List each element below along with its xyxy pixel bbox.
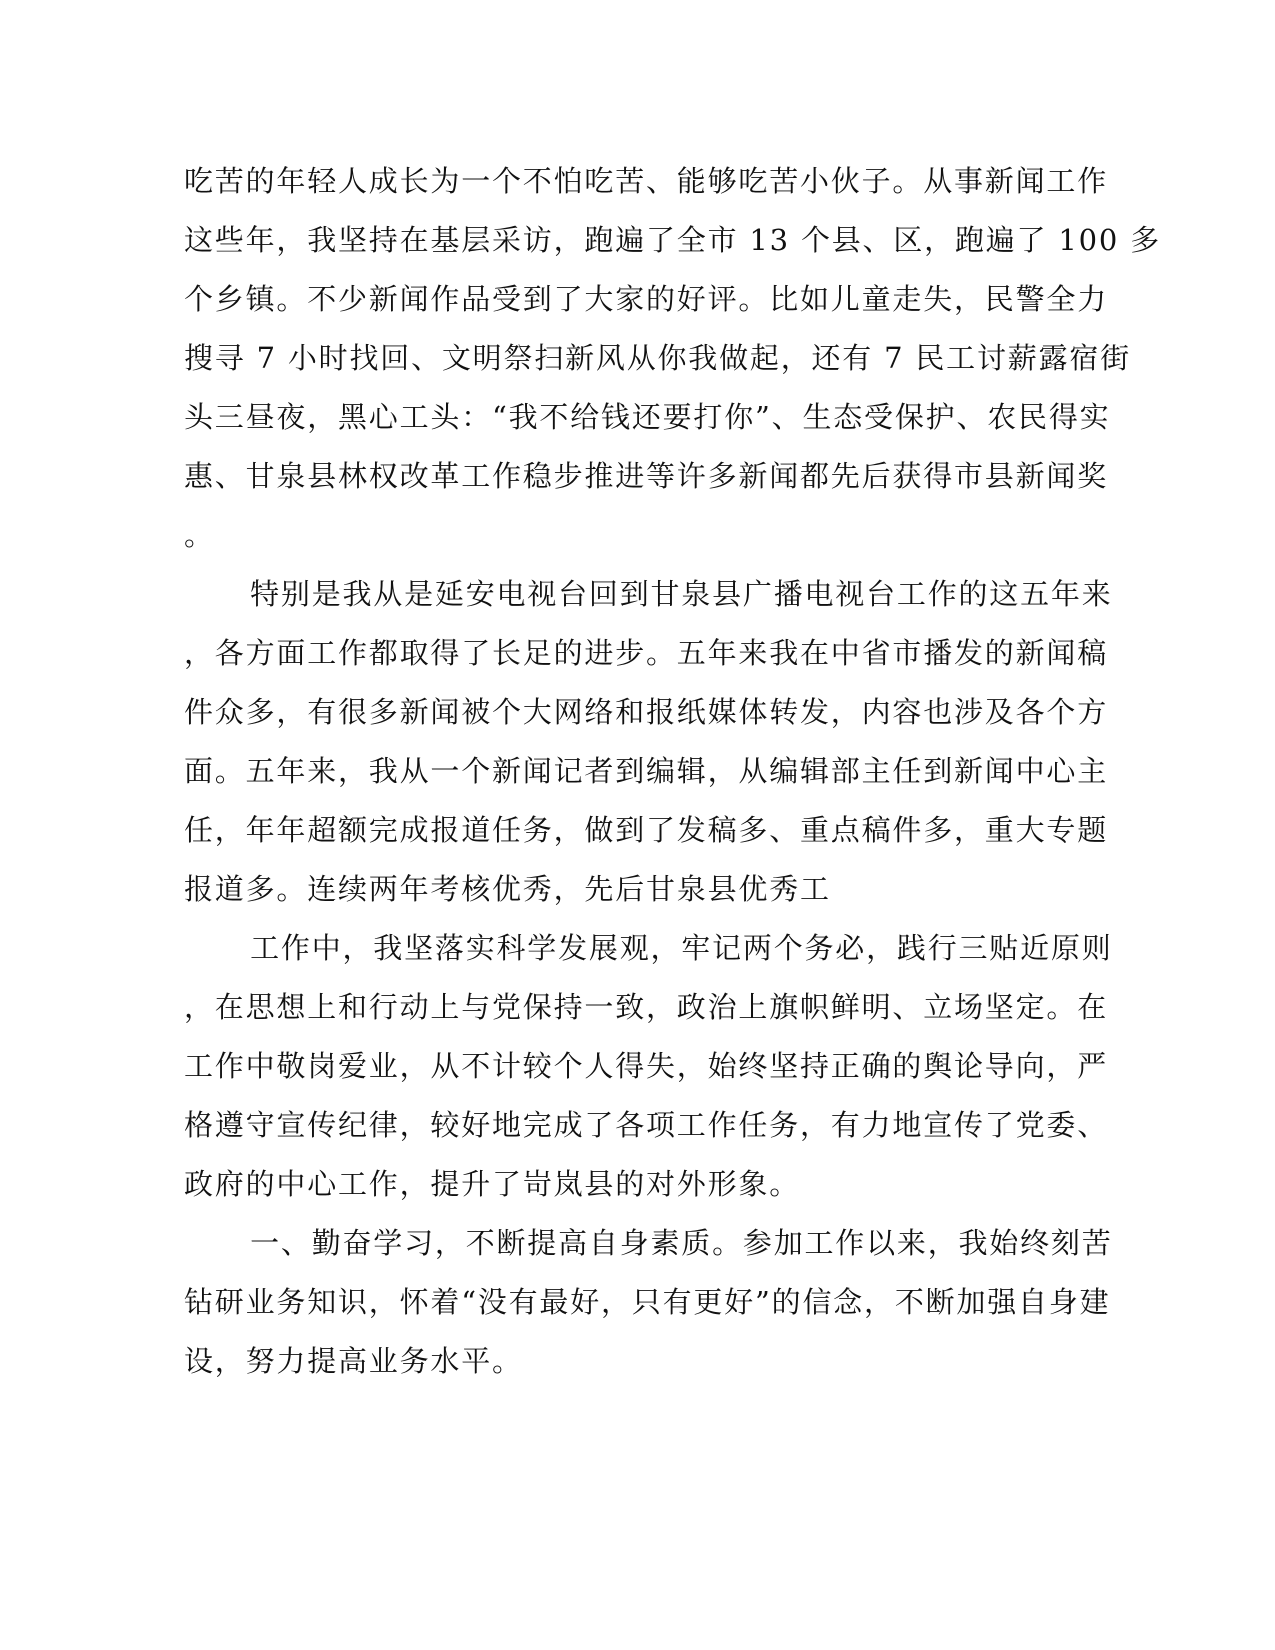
- paragraph-1: [184, 152, 1161, 565]
- text-line: 面。五年来，我从一个新闻记者到编辑，从编辑部主任到新闻中心主: [184, 754, 1109, 788]
- text-line: 一、勤奋学习，不断提高自身素质。参加工作以来，我始终刻苦: [184, 1226, 1113, 1260]
- text-line: 政府的中心工作，提升了岢岚县的对外形象。: [184, 1167, 801, 1201]
- text-line: 工作中，我坚落实科学发展观，牢记两个务必，践行三贴近原则: [184, 931, 1113, 965]
- paragraph-4: [184, 1214, 1113, 1391]
- text-line: 报道多。连续两年考核优秀，先后甘泉县优秀工: [184, 872, 831, 906]
- paragraph-3: [184, 919, 1113, 1214]
- text-line: 头三昼夜，黑心工头：“我不给钱还要打你”、生态受保护、农民得实: [184, 400, 1111, 434]
- text-line: 件众多，有很多新闻被个大网络和报纸媒体转发，内容也涉及各个方: [184, 695, 1109, 729]
- body-text: [184, 152, 1161, 1391]
- text-line: ，各方面工作都取得了长足的进步。五年来我在中省市播发的新闻稿: [184, 636, 1109, 670]
- text-line: ，在思想上和行动上与党保持一致，政治上旗帜鲜明、立场坚定。在: [184, 990, 1109, 1024]
- text-line: 钻研业务知识，怀着“没有最好，只有更好”的信念，不断加强自身建: [184, 1285, 1111, 1319]
- text-line: 设，努力提高业务水平。: [184, 1344, 523, 1378]
- text-line: 特别是我从是延安电视台回到甘泉县广播电视台工作的这五年来: [184, 577, 1113, 611]
- text-line: 任，年年超额完成报道任务，做到了发稿多、重点稿件多，重大专题: [184, 813, 1109, 847]
- text-line: 吃苦的年轻人成长为一个不怕吃苦、能够吃苦小伙子。从事新闻工作: [184, 164, 1109, 198]
- text-line: 格遵守宣传纪律，较好地完成了各项工作任务，有力地宣传了党委、: [184, 1108, 1109, 1142]
- text-line: 惠、甘泉县林权改革工作稳步推进等许多新闻都先后获得市县新闻奖: [184, 459, 1109, 493]
- text-line: 工作中敬岗爱业，从不计较个人得失，始终坚持正确的舆论导向，严: [184, 1049, 1109, 1083]
- text-line: 。: [184, 518, 215, 552]
- text-line: 个乡镇。不少新闻作品受到了大家的好评。比如儿童走失，民警全力: [184, 282, 1109, 316]
- paragraph-2: [184, 565, 1113, 919]
- text-line: 搜寻 7 小时找回、文明祭扫新风从你我做起，还有 7 民工讨薪露宿街: [184, 341, 1131, 375]
- text-line: 这些年，我坚持在基层采访，跑遍了全市 13 个县、区，跑遍了 100 多: [184, 223, 1161, 257]
